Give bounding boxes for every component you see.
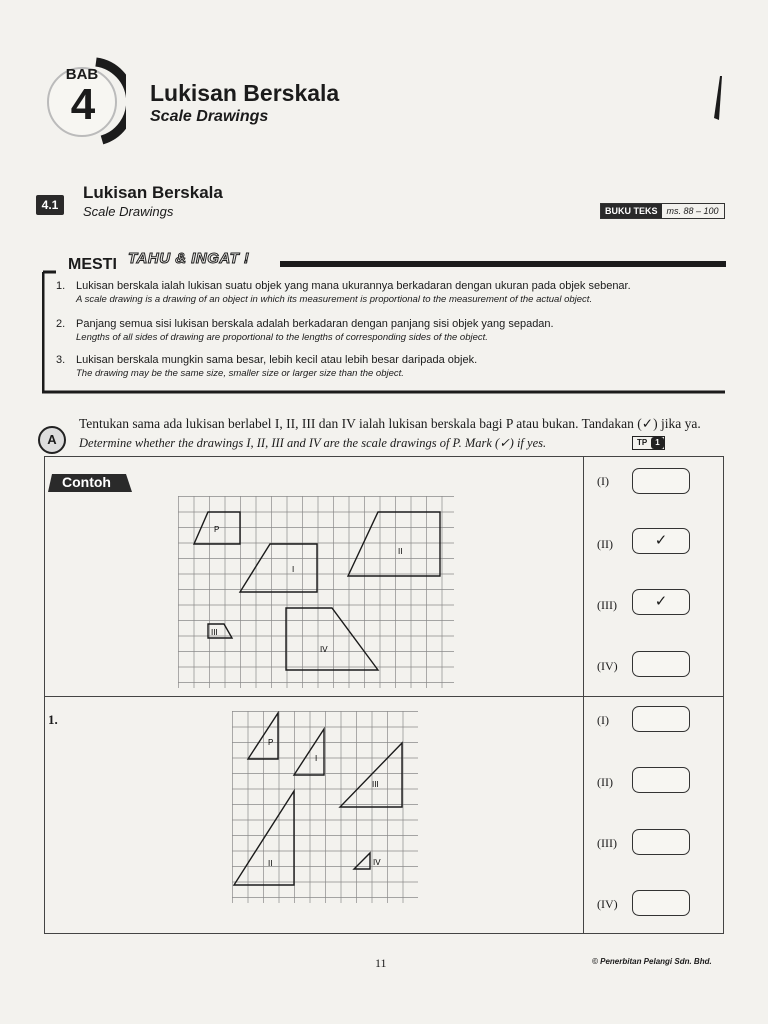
info-item-text-en: A scale drawing is a drawing of an object in which its measurement is proportional to the measurement of the actual object. [76,294,593,305]
table-divider [583,456,584,934]
section-title: Lukisan Berskala [83,183,223,202]
tp-label: TP [637,438,648,447]
answer-label: (IV) [597,897,618,911]
chapter-number: 4 [70,80,96,129]
answer-box[interactable] [632,829,690,855]
publisher-credit: © Penerbitan Pelangi Sdn. Bhd. [592,957,712,966]
info-box-title-deco: TAHU & INGAT ! [128,250,250,267]
answer-box[interactable] [632,651,690,677]
section-number-badge: 4.1 [36,195,64,215]
shape-label-p: P [268,738,274,747]
answer-box[interactable] [632,706,690,732]
answer-label: (III) [597,598,617,612]
info-item-number: 1. [56,280,66,292]
answer-box[interactable] [632,468,690,494]
question-1-grid [232,711,418,903]
example-label: Contoh [62,474,111,490]
info-item-text-en: Lengths of all sides of drawing are proportional to the lengths of corresponding sides of the object. [76,332,488,343]
info-item-text-en: The drawing may be the same size, smaller size or larger size than the object. [76,368,404,379]
section-subtitle: Scale Drawings [83,204,174,219]
textbook-label: BUKU TEKS [601,204,662,218]
shape-label-i: I [292,565,295,574]
tp-badge [632,436,665,450]
textbook-reference [600,203,725,219]
question-1-label: 1. [48,712,58,727]
answer-box[interactable] [632,890,690,916]
shape-label-i: I [315,754,318,763]
info-item-text-ms: Lukisan berskala mungkin sama besar, lebih kecil atau lebih besar daripada objek. [76,354,478,366]
answer-label: (III) [597,836,617,850]
answer-box[interactable]: ✓ [632,589,690,615]
shape-i [240,544,317,592]
info-item-text-ms: Lukisan berskala ialah lukisan suatu objek yang mana ukurannya berkadaran dengan ukuran pada objek sebenar. [76,280,631,292]
shape-iii [340,743,402,807]
shape-ii [234,791,294,885]
question-badge: A [38,426,66,454]
corner-mark [710,74,724,122]
shape-i [294,729,324,775]
shape-label-ii: II [398,547,403,556]
info-item-text-ms: Panjang semua sisi lukisan berskala adalah berkadaran dengan panjang sisi objek yang sepadan. [76,318,554,330]
question-text-en: Determine whether the drawings I, II, III and IV are the scale drawings of P. Mark (✓) if yes. [79,436,547,450]
answer-label: (I) [597,474,609,488]
shape-p [248,713,278,759]
answer-box[interactable]: ✓ [632,528,690,554]
table-divider [44,696,724,697]
page-number: 11 [375,956,387,970]
shape-label-iii: III [372,780,379,789]
example-grid [178,496,454,688]
tp-level: 1 [651,437,663,449]
textbook-pages: ms. 88 – 100 [666,206,719,216]
chapter-bab-label: BAB [65,66,99,83]
answer-label: (IV) [597,659,618,673]
answer-box[interactable] [632,767,690,793]
shape-label-ii: II [268,859,273,868]
question-text-ms: Tentukan sama ada lukisan berlabel I, II, III dan IV ialah lukisan berskala bagi P atau bukan. Tandakan (✓) jika ya. [79,416,701,431]
shape-label-p: P [214,525,220,534]
answer-label: (I) [597,713,609,727]
answer-label: (II) [597,775,613,789]
info-item-number: 3. [56,354,66,366]
shape-label-iv: IV [373,858,381,867]
info-box-title: MESTI [68,256,121,274]
chapter-title: Lukisan Berskala [150,80,340,106]
shape-label-iii: III [211,628,218,637]
info-item-number: 2. [56,318,66,330]
shape-label-iv: IV [320,645,328,654]
chapter-subtitle: Scale Drawings [150,108,269,125]
answer-label: (II) [597,537,613,551]
